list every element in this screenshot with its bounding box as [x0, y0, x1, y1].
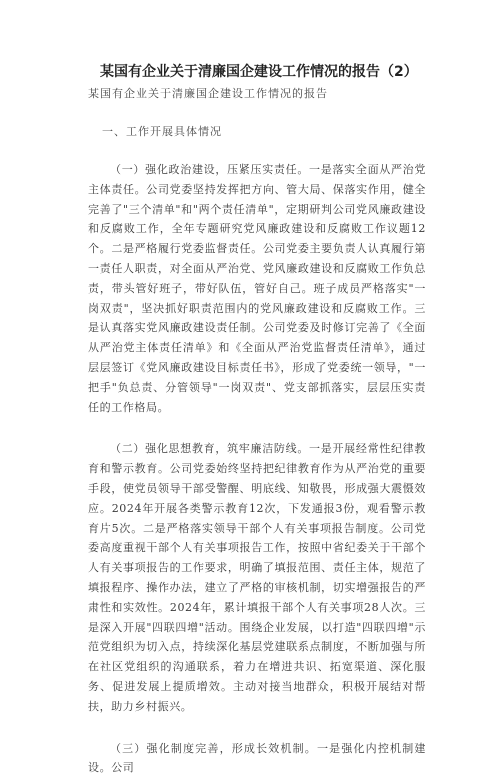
document-subtitle: 某国有企业关于清廉国企建设工作情况的报告	[88, 87, 328, 100]
paragraph-political-building: （一）强化政治建设，压紧压实责任。一是落实全面从严治党主体责任。公司党委坚持发挥把方向、管大局、保落实作用，健全完善了"三个清单"和"两个责任清单"，定期研判公司党风廉政建设和反腐败工作，全年专题研究党风廉政建设和反腐败工作议题12个。二是严格履行党委监督责任。公司党委主要负责人认真履行第一责任人职责，对全面从严治党、党风廉政建设和反腐败工作负总责，带头管好班子，带好队伍，管好自己。班子成员严格落实"一岗双责"，坚决抓好职责范围内的党风廉政建设和反腐败工作。三是认真落实党风廉政建设责任制。公司党委及时修订完善了《全面从严治党主体责任清单》和《全面从严治党监督责任清单》，通过层层签订《党风廉政建设目标责任书》，形成了党委统一领导，"一把手"负总责、分管领导"一岗双责"、党支部抓落实，层层压实责任的工作格局。	[88, 163, 426, 414]
paragraph-system-improvement: （三）强化制度完善，形成长效机制。一是强化内控机制建设。公司	[88, 741, 426, 775]
section-heading: 一、工作开展具体情况	[102, 125, 222, 138]
document-title: 某国有企业关于清廉国企建设工作情况的报告（2）	[100, 64, 418, 80]
paragraph-ideological-education: （二）强化思想教育，筑牢廉洁防线。一是开展经常性纪律教育和警示教育。公司党委始终坚持把纪律教育作为从严治党的重要手段，使党员领导干部受警醒、明底线、知敬畏，形成强大震慑效应。2024年开展各类警示教育12次，下发通报3份，观看警示教育片5次。二是严格落实领导干部个人有关事项报告制度。公司党委高度重视干部个人有关事项报告工作，按照中省纪委关于干部个人有关事项报告的工作要求，明确了填报范围、责任主体，规范了填报程序、操作办法，建立了严格的审核机制，切实增强报告的严肃性和实效性。2024年，累计填报干部个人有关事项28人次。三是深入开展"四联四增"活动。围绕企业发展，以打造"四联四增"示范党组织为切入点，持续深化基层党建联系点制度，不断加强与所在社区党组织的沟通联系，着力在增进共识、拓宽渠道、深化服务、促进发展上提质增效。主动对接当地群众，积极开展结对帮扶，助力乡村振兴。	[88, 442, 426, 713]
